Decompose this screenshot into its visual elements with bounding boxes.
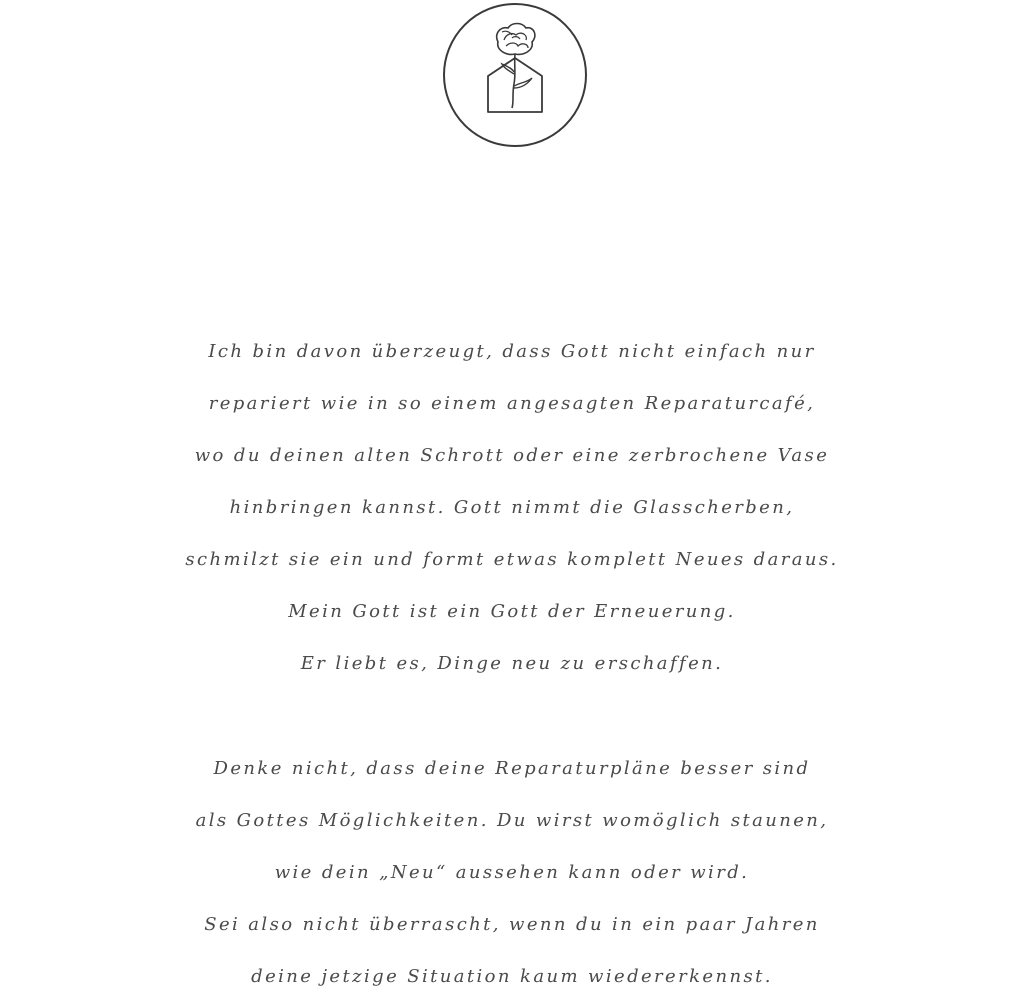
rose-logo: [442, 2, 588, 148]
text-line: als Gottes Möglichkeiten. Du wirst womöglich staunen,: [195, 810, 829, 831]
rose-vase-icon: [442, 2, 588, 148]
text-line: wie dein „Neu“ aussehen kann oder wird.: [274, 862, 750, 883]
text-line: deine jetzige Situation kaum wiedererkennst.: [251, 966, 773, 987]
text-line: hinbringen kannst. Gott nimmt die Glasscherben,: [229, 497, 795, 518]
text-line: wo du deinen alten Schrott oder eine zerbrochene Vase: [194, 445, 830, 466]
paragraph-1: [0, 326, 1024, 690]
text-line: Sei also nicht überrascht, wenn du in ein paar Jahren: [204, 914, 820, 935]
text-line: Ich bin davon überzeugt, dass Gott nicht einfach nur: [208, 341, 816, 362]
text-line: repariert wie in so einem angesagten Reparaturcafé,: [208, 393, 816, 414]
text-line: schmilzt sie ein und formt etwas komplett Neues daraus.: [185, 549, 839, 570]
text-line: Mein Gott ist ein Gott der Erneuerung.: [288, 601, 736, 622]
paragraph-2: [0, 743, 1024, 1003]
text-line: Denke nicht, dass deine Reparaturpläne besser sind: [213, 758, 811, 779]
text-line: Er liebt es, Dinge neu zu erschaffen.: [300, 653, 724, 674]
